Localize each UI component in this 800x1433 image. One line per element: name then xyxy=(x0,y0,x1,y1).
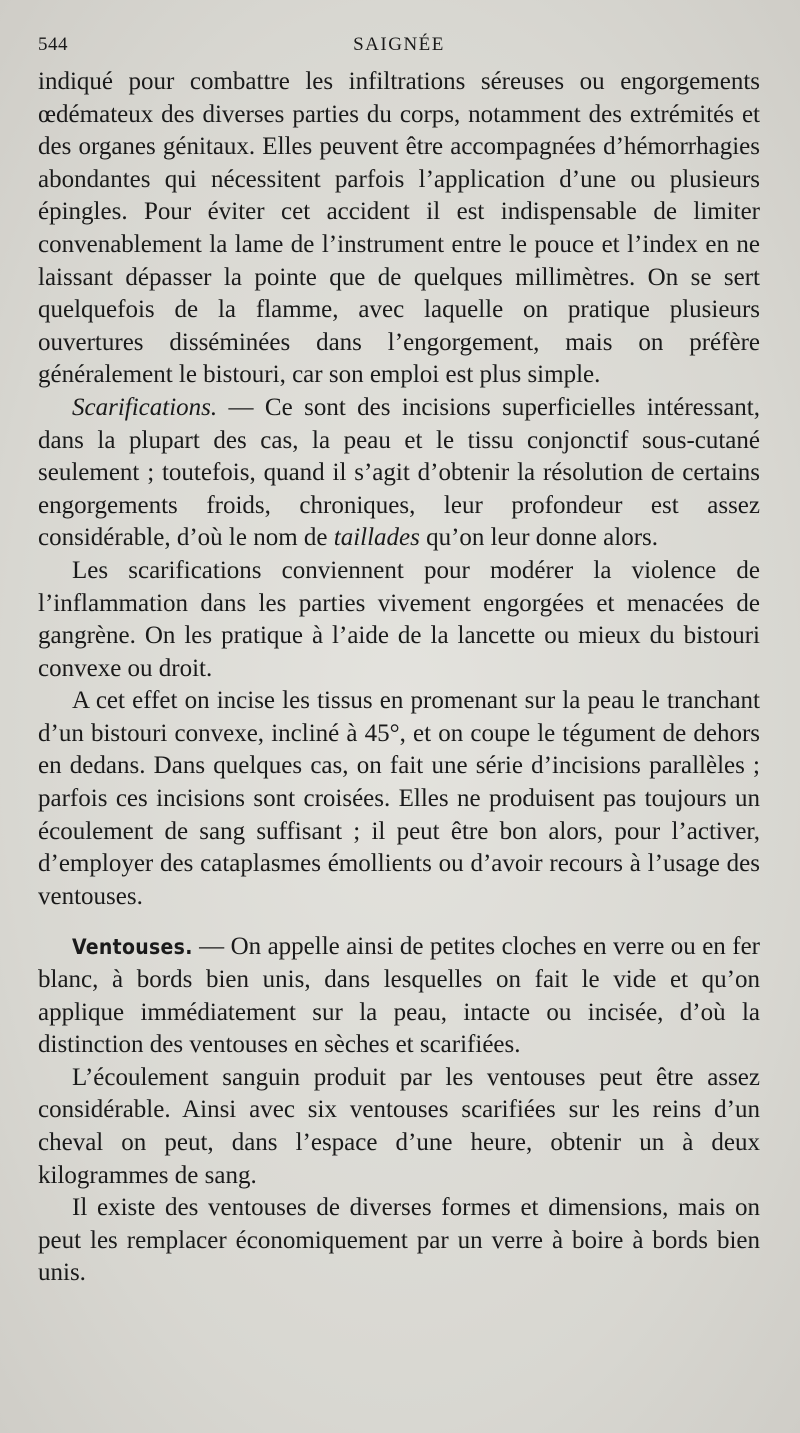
paragraph: Il existe des ventouses de diverses formes et dimensions, mais on peut les remplacer économiquement par un verre à boire à bords bien unis. xyxy=(38,1194,760,1287)
page-number: 544 xyxy=(38,34,68,55)
body-text xyxy=(38,66,760,1290)
paragraph-text: qu’on leur donne alors. xyxy=(419,524,658,552)
paragraph: Les scarifications conviennent pour modérer la violence de l’inflammation dans les parties vivement engorgées et menacées de gangrène. On les pratique à l’aide de la lancette ou mieux du bistouri convexe ou droit. xyxy=(38,556,760,682)
running-head xyxy=(38,26,760,66)
section-lead-ventouses: Ventouses. xyxy=(72,935,193,960)
paragraph-ventouses xyxy=(38,931,760,1061)
paragraph: A cet effet on incise les tissus en promenant sur la peau le tranchant d’un bistouri convexe, incliné à 45°, et on coupe le tégument de dehors en dedans. Dans quelques cas, on fait une série d’incisions parallèles ; parfois ces incisions sont croisées. Elles ne produisent pas toujours un écoulement de sang suffisant ; il peut être bon alors, pour l’activer, d’employer des cataplasmes émollients ou d’avoir recours à l’usage des ventouses. xyxy=(38,687,760,910)
running-title: SAIGNÉE xyxy=(353,34,445,55)
paragraph-scarifications xyxy=(38,392,760,555)
paragraph-text: — Ce sont des incisions superficielles intéressant, dans la plupart des cas, la peau et le tissu conjonctif sous-cutané seulement ; toutefois, quand il s’agit d’obtenir la résolution de certains engorgements froids, chroniques, leur profondeur est assez considérable, d’où le nom de xyxy=(38,393,760,552)
section-lead-scarifications: Scarifications. xyxy=(72,393,218,421)
italic-term: taillades xyxy=(333,524,420,552)
paragraph-continuation: indiqué pour combattre les infiltrations séreuses ou engorgements œdémateux des diverses parties du corps, notamment des extrémités et des organes génitaux. Elles peuvent être accompagnées d’hémorrhagies abondantes qui nécessitent parfois l’application d’une ou plusieurs épingles. Pour éviter cet accident il est indispensable de limiter convenablement la lame de l’instrument entre le pouce et l’index en ne laissant dépasser la pointe que de quelques millimètres. On se sert quelquefois de la flamme, avec laquelle on pratique plusieurs ouvertures disséminées dans l’engorgement, mais on préfère généralement le bistouri, car son emploi est plus simple. xyxy=(38,68,760,389)
paragraph: L’écoulement sanguin produit par les ventouses peut être assez considérable. Ainsi avec six ventouses scarifiées sur les reins d’un cheval on peut, dans l’espace d’une heure, obtenir un à deux kilogrammes de sang. xyxy=(38,1063,760,1189)
paragraph-text: — On appelle ainsi de petites cloches en verre ou en fer blanc, à bords bien unis, dans lesquelles on fait le vide et qu’on applique immédiatement sur la peau, intacte ou incisée, d’où la distinction des ventouses en sèches et scarifiées. xyxy=(38,933,760,1059)
